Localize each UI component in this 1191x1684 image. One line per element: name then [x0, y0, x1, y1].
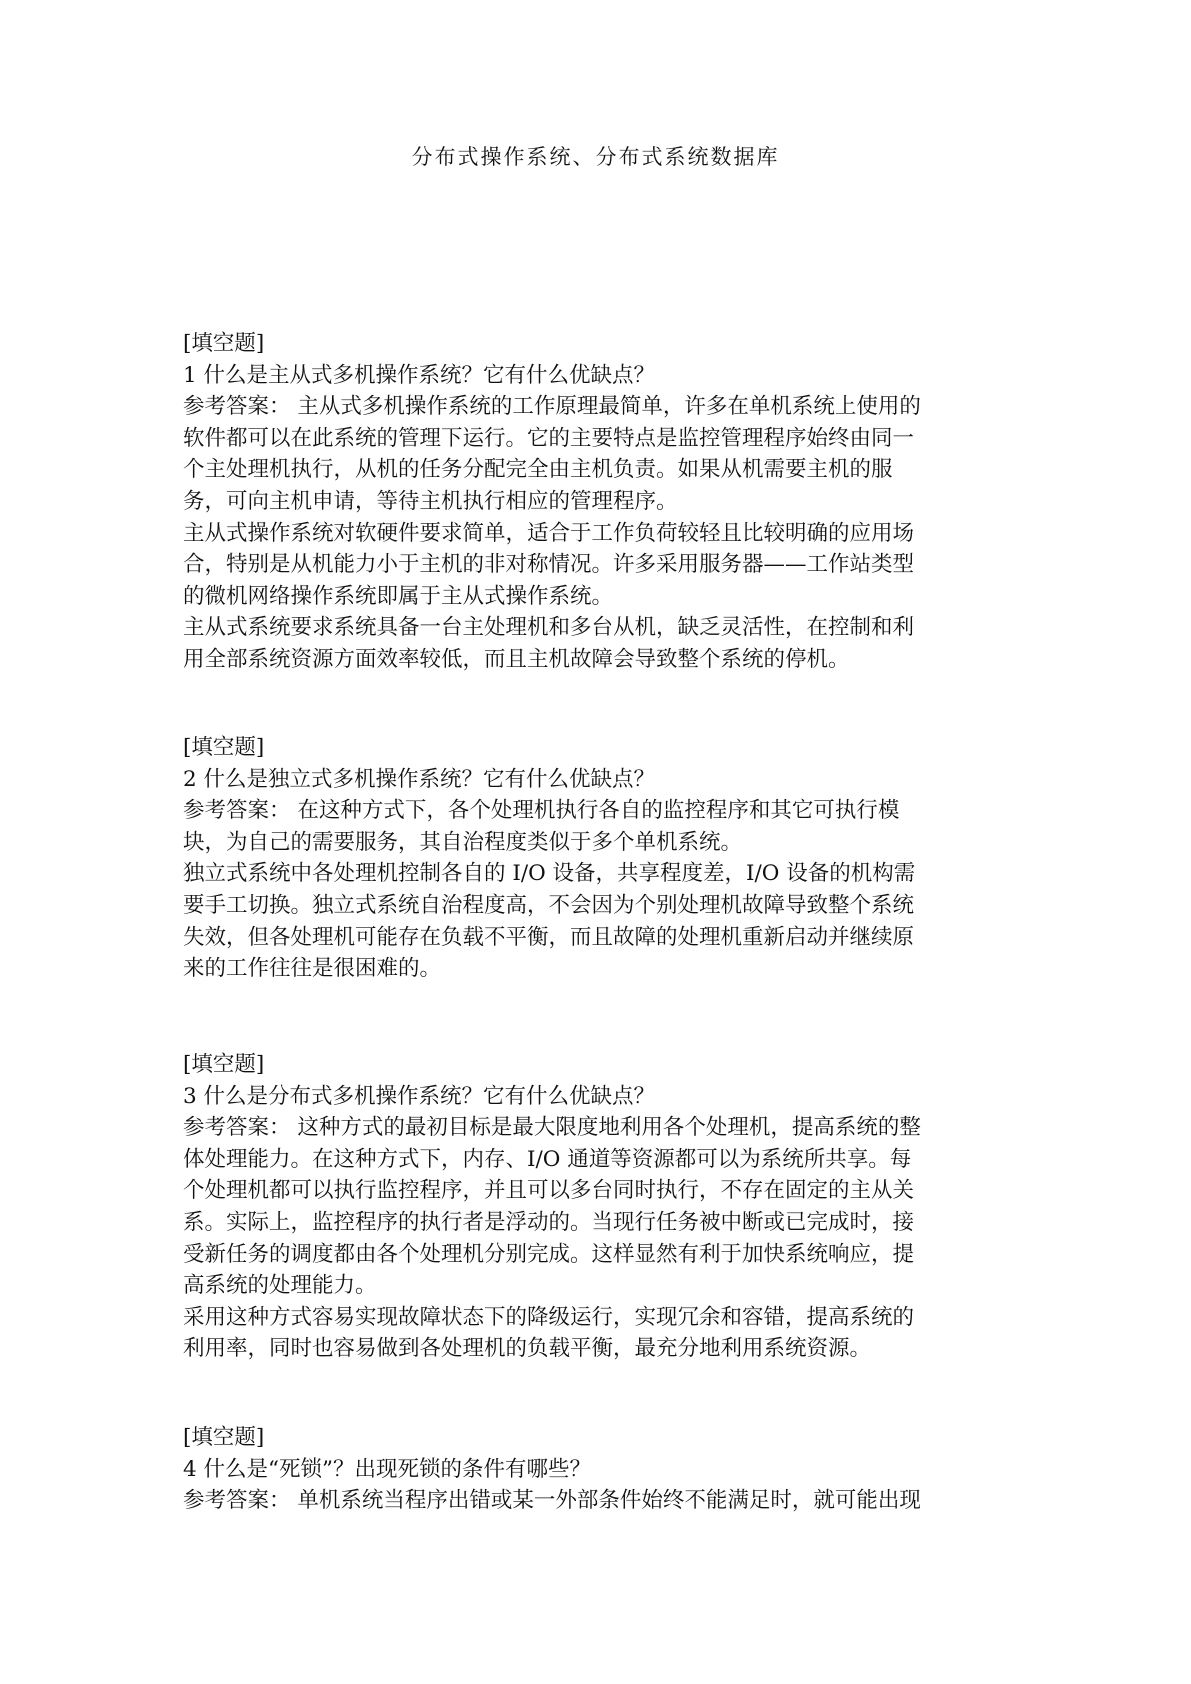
answer-line: 参考答案： 主从式多机操作系统的工作原理最简单，许多在单机系统上使用的 — [183, 394, 921, 420]
answer-line: 参考答案： 这种方式的最初目标是最大限度地利用各个处理机，提高系统的整 — [183, 1115, 921, 1141]
answer-line: 独立式系统中各处理机控制各自的 I/O 设备，共享程度差，I/O 设备的机构需 — [183, 861, 916, 887]
answer-line: 采用这种方式容易实现故障状态下的降级运行，实现冗余和容错，提高系统的 — [183, 1304, 915, 1330]
question-text: 3 什么是分布式多机操作系统？它有什么优缺点？ — [183, 1083, 656, 1109]
answer-line: 高系统的处理能力。 — [183, 1273, 377, 1299]
question-block-4 — [183, 1422, 1013, 1517]
answer-line: 务，可向主机申请，等待主机执行相应的管理程序。 — [183, 488, 678, 514]
document-title: 分布式操作系统、分布式系统数据库 — [411, 145, 780, 169]
answer-line: 系。实际上，监控程序的执行者是浮动的。当现行任务被中断或已完成时，接 — [183, 1209, 915, 1235]
answer-line: 软件都可以在此系统的管理下运行。它的主要特点是监控管理程序始终由同一 — [183, 425, 915, 451]
answer-line: 体处理能力。在这种方式下，内存、I/O 通道等资源都可以为系统所共享。每 — [183, 1146, 912, 1172]
answer-line: 来的工作往往是很困难的。 — [183, 956, 442, 982]
answer-line: 用全部系统资源方面效率较低，而且主机故障会导致整个系统的停机。 — [183, 646, 850, 672]
answer-line: 参考答案： 单机系统当程序出错或某一外部条件始终不能满足时，就可能出现 — [183, 1488, 921, 1514]
question-tag: [填空题] — [183, 1425, 265, 1450]
answer-line: 合，特别是从机能力小于主机的非对称情况。许多采用服务器——工作站类型 — [183, 552, 915, 578]
answer-line: 块，为自己的需要服务，其自治程度类似于多个单机系统。 — [183, 829, 743, 855]
answer-line: 受新任务的调度都由各个处理机分别完成。这样显然有利于加快系统响应，提 — [183, 1241, 915, 1267]
answer-line: 失效，但各处理机可能存在负载不平衡，而且故障的处理机重新启动并继续原 — [183, 924, 915, 950]
question-tag: [填空题] — [183, 735, 265, 760]
question-text: 1 什么是主从式多机操作系统？它有什么优缺点？ — [183, 362, 656, 388]
answer-line: 主从式操作系统对软硬件要求简单，适合于工作负荷较轻且比较明确的应用场 — [183, 520, 915, 546]
answer-line: 个处理机都可以执行监控程序，并且可以多台同时执行，不存在固定的主从关 — [183, 1178, 915, 1204]
question-tag: [填空题] — [183, 331, 265, 356]
question-block-2 — [183, 732, 1013, 985]
answer-line: 主从式系统要求系统具备一台主处理机和多台从机，缺乏灵活性，在控制和利 — [183, 615, 915, 641]
answer-line: 参考答案： 在这种方式下，各个处理机执行各自的监控程序和其它可执行模 — [183, 798, 900, 824]
question-block-3 — [183, 1049, 1013, 1365]
question-text: 4 什么是“死锁”？出现死锁的条件有哪些？ — [183, 1456, 591, 1482]
answer-line: 要手工切换。独立式系统自治程度高，不会因为个别处理机故障导致整个系统 — [183, 892, 915, 918]
question-tag: [填空题] — [183, 1052, 265, 1077]
answer-line: 的微机网络操作系统即属于主从式操作系统。 — [183, 583, 614, 609]
answer-line: 个主处理机执行，从机的任务分配完全由主机负责。如果从机需要主机的服 — [183, 457, 893, 483]
answer-line: 利用率，同时也容易做到各处理机的负载平衡，最充分地利用系统资源。 — [183, 1336, 872, 1362]
question-block-1 — [183, 328, 1013, 676]
question-text: 2 什么是独立式多机操作系统？它有什么优缺点？ — [183, 766, 656, 792]
